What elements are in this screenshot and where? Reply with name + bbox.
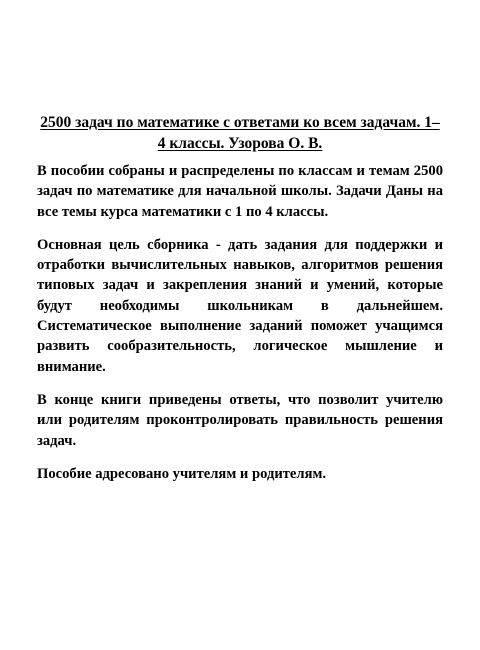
paragraph-summary: В пособии собраны и распределены по классам и темам 2500 задач по математике для начальной школы. Задачи Даны на все темы курса математики с 1 по 4 классы.: [37, 163, 443, 220]
document-title: 2500 задач по математике с ответами ко всем задачам. 1–4 классы. Узорова О. В.: [40, 114, 440, 152]
document-page: [37, 112, 443, 497]
paragraph-answers: В конце книги приведены ответы, что позволит учителю или родителям проконтролировать правильность решения задач.: [37, 391, 443, 449]
paragraph-audience: Пособие адресовано учителям и родителям.: [37, 465, 327, 482]
paragraph-goal: Основная цель сборника - дать задания для поддержки и отработки вычислительных навыков, алгоритмов решения типовых задач и закрепления знаний и умений, которые будут необходимы школьникам в дальнейшем. Систематическое выполнение заданий поможет учащимся развить сообразительность, логическое мышление и внимание.: [37, 236, 443, 375]
